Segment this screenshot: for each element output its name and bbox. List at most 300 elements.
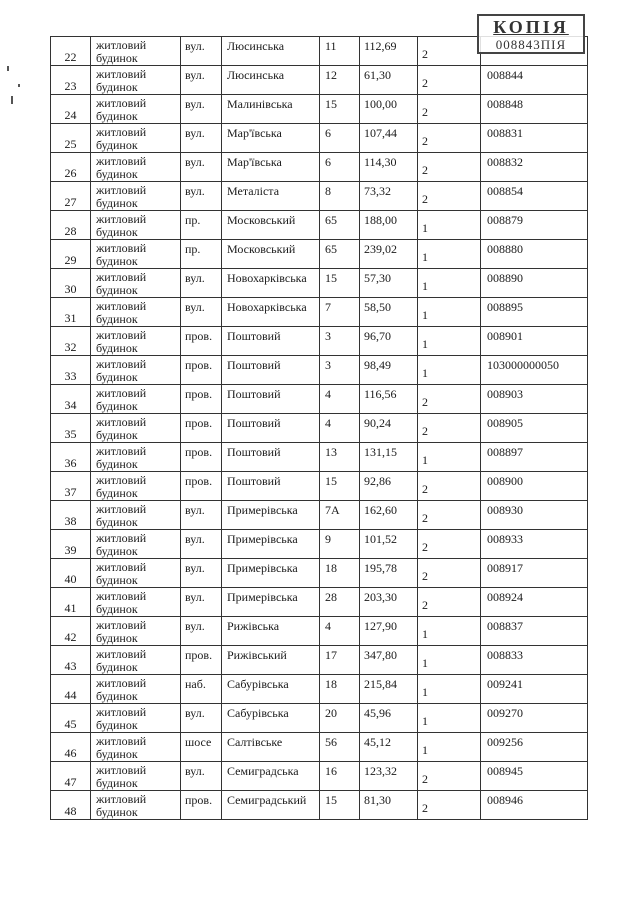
area-value: 347,80 xyxy=(364,648,397,662)
count-value-cell xyxy=(418,269,481,298)
count-value-cell xyxy=(418,472,481,501)
house-number-cell xyxy=(320,298,360,327)
count-value: 2 xyxy=(422,75,428,90)
inventory-code-cell xyxy=(481,124,588,153)
object-type-cell xyxy=(91,124,181,153)
area-value: 81,30 xyxy=(364,793,391,807)
area-value: 239,02 xyxy=(364,242,397,256)
table-row xyxy=(51,762,588,791)
count-value: 2 xyxy=(422,191,428,206)
street-prefix: пр. xyxy=(185,242,201,256)
area-value-cell xyxy=(360,95,418,124)
inventory-code-cell xyxy=(481,704,588,733)
street-prefix-cell xyxy=(181,182,222,211)
house-number-cell xyxy=(320,66,360,95)
house-number: 11 xyxy=(325,39,337,53)
house-number: 4 xyxy=(325,416,331,430)
object-type-cell xyxy=(91,153,181,182)
house-number-cell xyxy=(320,95,360,124)
count-value: 1 xyxy=(422,278,428,293)
row-number: 35 xyxy=(64,427,77,441)
house-number: 18 xyxy=(325,677,337,691)
row-number-cell xyxy=(51,153,91,182)
house-number: 7А xyxy=(325,503,340,517)
inventory-code: 008900 xyxy=(487,474,523,488)
object-type: житловий будинок xyxy=(96,386,147,413)
count-value-cell xyxy=(418,327,481,356)
area-value-cell xyxy=(360,414,418,443)
object-type-cell xyxy=(91,211,181,240)
row-number-cell xyxy=(51,240,91,269)
house-number: 6 xyxy=(325,126,331,140)
inventory-code-cell xyxy=(481,472,588,501)
house-number: 15 xyxy=(325,271,337,285)
house-number-cell xyxy=(320,501,360,530)
count-value: 2 xyxy=(422,46,428,61)
count-value: 1 xyxy=(422,626,428,641)
count-value: 1 xyxy=(422,655,428,670)
property-register-table xyxy=(50,36,588,820)
count-value-cell xyxy=(418,298,481,327)
house-number: 28 xyxy=(325,590,337,604)
house-number: 4 xyxy=(325,387,331,401)
count-value: 2 xyxy=(422,423,428,438)
street-prefix: вул. xyxy=(185,532,205,546)
street-name: Московський xyxy=(227,213,296,227)
table-row xyxy=(51,240,588,269)
inventory-code-cell xyxy=(481,443,588,472)
object-type-cell xyxy=(91,356,181,385)
house-number-cell xyxy=(320,269,360,298)
house-number: 65 xyxy=(325,213,337,227)
street-name-cell xyxy=(222,356,320,385)
row-number-cell xyxy=(51,37,91,66)
street-name: Малинівська xyxy=(227,97,293,111)
row-number-cell xyxy=(51,472,91,501)
street-prefix: вул. xyxy=(185,97,205,111)
house-number-cell xyxy=(320,240,360,269)
scan-mark xyxy=(7,66,9,71)
area-value-cell xyxy=(360,762,418,791)
street-prefix: пров. xyxy=(185,329,213,343)
row-number: 48 xyxy=(64,804,77,818)
street-prefix: вул. xyxy=(185,300,205,314)
inventory-code: 009270 xyxy=(487,706,523,720)
count-value: 2 xyxy=(422,800,428,815)
area-value-cell xyxy=(360,530,418,559)
area-value-cell xyxy=(360,182,418,211)
table-row xyxy=(51,211,588,240)
row-number: 30 xyxy=(64,282,77,296)
street-name-cell xyxy=(222,414,320,443)
area-value-cell xyxy=(360,37,418,66)
count-value-cell xyxy=(418,211,481,240)
street-name-cell xyxy=(222,704,320,733)
street-name-cell xyxy=(222,182,320,211)
street-name: Мар'ївська xyxy=(227,155,282,169)
object-type-cell xyxy=(91,240,181,269)
street-name: Рижівський xyxy=(227,648,287,662)
street-name-cell xyxy=(222,153,320,182)
street-name-cell xyxy=(222,298,320,327)
row-number: 44 xyxy=(64,688,77,702)
count-value: 2 xyxy=(422,104,428,119)
count-value: 1 xyxy=(422,713,428,728)
area-value: 61,30 xyxy=(364,68,391,82)
street-prefix: вул. xyxy=(185,184,205,198)
object-type-cell xyxy=(91,472,181,501)
area-value-cell xyxy=(360,153,418,182)
count-value: 2 xyxy=(422,539,428,554)
house-number: 15 xyxy=(325,793,337,807)
object-type: житловий будинок xyxy=(96,38,147,65)
count-value-cell xyxy=(418,356,481,385)
street-name: Люсинська xyxy=(227,68,285,82)
row-number: 31 xyxy=(64,311,77,325)
inventory-code: 008880 xyxy=(487,242,523,256)
inventory-code: 008933 xyxy=(487,532,523,546)
stamp-number: 008843ПІЯ xyxy=(495,37,567,52)
area-value: 162,60 xyxy=(364,503,397,517)
inventory-code-cell xyxy=(481,530,588,559)
inventory-code: 008831 xyxy=(487,126,523,140)
row-number: 38 xyxy=(64,514,77,528)
count-value: 1 xyxy=(422,249,428,264)
object-type: житловий будинок xyxy=(96,241,147,268)
street-name-cell xyxy=(222,791,320,820)
house-number: 12 xyxy=(325,68,337,82)
object-type-cell xyxy=(91,414,181,443)
row-number-cell xyxy=(51,733,91,762)
street-prefix: вул. xyxy=(185,764,205,778)
count-value-cell xyxy=(418,733,481,762)
area-value: 58,50 xyxy=(364,300,391,314)
table-row xyxy=(51,530,588,559)
house-number: 20 xyxy=(325,706,337,720)
count-value-cell xyxy=(418,646,481,675)
object-type-cell xyxy=(91,95,181,124)
row-number-cell xyxy=(51,298,91,327)
street-name-cell xyxy=(222,327,320,356)
street-name-cell xyxy=(222,95,320,124)
inventory-code-cell xyxy=(481,617,588,646)
row-number-cell xyxy=(51,791,91,820)
street-name: Семиградський xyxy=(227,793,307,807)
table-row xyxy=(51,385,588,414)
object-type-cell xyxy=(91,385,181,414)
object-type: житловий будинок xyxy=(96,792,147,819)
street-name-cell xyxy=(222,675,320,704)
house-number: 16 xyxy=(325,764,337,778)
count-value: 2 xyxy=(422,481,428,496)
street-prefix: вул. xyxy=(185,39,205,53)
area-value-cell xyxy=(360,646,418,675)
count-value-cell xyxy=(418,153,481,182)
street-name-cell xyxy=(222,443,320,472)
street-prefix-cell xyxy=(181,675,222,704)
count-value-cell xyxy=(418,704,481,733)
inventory-code: 008890 xyxy=(487,271,523,285)
count-value: 2 xyxy=(422,510,428,525)
object-type-cell xyxy=(91,733,181,762)
object-type: житловий будинок xyxy=(96,589,147,616)
area-value: 73,32 xyxy=(364,184,391,198)
count-value: 1 xyxy=(422,336,428,351)
street-prefix-cell xyxy=(181,646,222,675)
inventory-code: 008945 xyxy=(487,764,523,778)
house-number-cell xyxy=(320,153,360,182)
area-value: 195,78 xyxy=(364,561,397,575)
row-number-cell xyxy=(51,443,91,472)
inventory-code: 009241 xyxy=(487,677,523,691)
count-value: 1 xyxy=(422,742,428,757)
inventory-code: 008897 xyxy=(487,445,523,459)
house-number: 65 xyxy=(325,242,337,256)
street-name: Мар'ївська xyxy=(227,126,282,140)
street-prefix: вул. xyxy=(185,271,205,285)
object-type: житловий будинок xyxy=(96,705,147,732)
inventory-code: 008901 xyxy=(487,329,523,343)
house-number-cell xyxy=(320,733,360,762)
street-prefix-cell xyxy=(181,501,222,530)
area-value-cell xyxy=(360,559,418,588)
object-type-cell xyxy=(91,675,181,704)
row-number-cell xyxy=(51,211,91,240)
table-row xyxy=(51,182,588,211)
count-value: 1 xyxy=(422,684,428,699)
area-value-cell xyxy=(360,733,418,762)
object-type-cell xyxy=(91,443,181,472)
object-type: житловий будинок xyxy=(96,96,147,123)
street-name: Семиградська xyxy=(227,764,299,778)
area-value: 123,32 xyxy=(364,764,397,778)
inventory-code-cell xyxy=(481,269,588,298)
object-type: житловий будинок xyxy=(96,357,147,384)
area-value: 96,70 xyxy=(364,329,391,343)
street-name: Московський xyxy=(227,242,296,256)
street-name-cell xyxy=(222,559,320,588)
count-value: 2 xyxy=(422,597,428,612)
table-row xyxy=(51,95,588,124)
count-value: 1 xyxy=(422,452,428,467)
row-number-cell xyxy=(51,704,91,733)
inventory-code-cell xyxy=(481,153,588,182)
house-number-cell xyxy=(320,385,360,414)
row-number-cell xyxy=(51,269,91,298)
object-type-cell xyxy=(91,327,181,356)
object-type-cell xyxy=(91,501,181,530)
street-name: Люсинська xyxy=(227,39,285,53)
row-number-cell xyxy=(51,646,91,675)
count-value: 1 xyxy=(422,365,428,380)
street-prefix-cell xyxy=(181,356,222,385)
row-number: 23 xyxy=(64,79,77,93)
count-value-cell xyxy=(418,762,481,791)
row-number: 36 xyxy=(64,456,77,470)
object-type-cell xyxy=(91,646,181,675)
street-prefix: вул. xyxy=(185,706,205,720)
house-number-cell xyxy=(320,559,360,588)
street-prefix: пров. xyxy=(185,793,213,807)
copy-stamp xyxy=(477,14,585,54)
count-value-cell xyxy=(418,240,481,269)
street-prefix: шосе xyxy=(185,735,212,749)
count-value: 2 xyxy=(422,771,428,786)
count-value-cell xyxy=(418,675,481,704)
house-number: 8 xyxy=(325,184,331,198)
area-value: 188,00 xyxy=(364,213,397,227)
street-name-cell xyxy=(222,733,320,762)
object-type: житловий будинок xyxy=(96,67,147,94)
house-number-cell xyxy=(320,472,360,501)
inventory-code-cell xyxy=(481,298,588,327)
street-name: Рижівська xyxy=(227,619,280,633)
row-number-cell xyxy=(51,501,91,530)
table-row xyxy=(51,124,588,153)
street-prefix: пр. xyxy=(185,213,201,227)
area-value: 215,84 xyxy=(364,677,397,691)
object-type: житловий будинок xyxy=(96,647,147,674)
street-name: Поштовий xyxy=(227,445,281,459)
street-prefix-cell xyxy=(181,559,222,588)
inventory-code-cell xyxy=(481,414,588,443)
object-type: житловий будинок xyxy=(96,270,147,297)
object-type-cell xyxy=(91,530,181,559)
street-name: Поштовий xyxy=(227,416,281,430)
object-type-cell xyxy=(91,617,181,646)
street-name-cell xyxy=(222,211,320,240)
street-name-cell xyxy=(222,588,320,617)
area-value: 98,49 xyxy=(364,358,391,372)
object-type: житловий будинок xyxy=(96,125,147,152)
area-value-cell xyxy=(360,385,418,414)
count-value-cell xyxy=(418,385,481,414)
inventory-code: 008924 xyxy=(487,590,523,604)
row-number: 42 xyxy=(64,630,77,644)
row-number: 43 xyxy=(64,659,77,673)
street-prefix: пров. xyxy=(185,358,213,372)
house-number-cell xyxy=(320,675,360,704)
street-name-cell xyxy=(222,240,320,269)
house-number-cell xyxy=(320,414,360,443)
inventory-code-cell xyxy=(481,588,588,617)
house-number-cell xyxy=(320,588,360,617)
count-value: 1 xyxy=(422,307,428,322)
house-number-cell xyxy=(320,646,360,675)
row-number: 47 xyxy=(64,775,77,789)
street-prefix-cell xyxy=(181,95,222,124)
table-row xyxy=(51,646,588,675)
street-prefix: пров. xyxy=(185,416,213,430)
street-prefix: вул. xyxy=(185,68,205,82)
street-prefix-cell xyxy=(181,762,222,791)
street-prefix-cell xyxy=(181,385,222,414)
count-value-cell xyxy=(418,501,481,530)
table-row xyxy=(51,66,588,95)
area-value-cell xyxy=(360,704,418,733)
street-name-cell xyxy=(222,269,320,298)
stamp-title: КОПІЯ xyxy=(493,17,569,37)
house-number: 7 xyxy=(325,300,331,314)
street-name: Поштовий xyxy=(227,474,281,488)
street-name: Металіста xyxy=(227,184,280,198)
row-number-cell xyxy=(51,675,91,704)
street-name-cell xyxy=(222,530,320,559)
house-number: 15 xyxy=(325,97,337,111)
inventory-code: 008903 xyxy=(487,387,523,401)
inventory-code: 103000000050 xyxy=(487,358,559,372)
object-type: житловий будинок xyxy=(96,444,147,471)
area-value-cell xyxy=(360,443,418,472)
inventory-code-cell xyxy=(481,66,588,95)
area-value-cell xyxy=(360,588,418,617)
street-name: Сабурівська xyxy=(227,677,289,691)
inventory-code-cell xyxy=(481,385,588,414)
object-type-cell xyxy=(91,588,181,617)
count-value-cell xyxy=(418,530,481,559)
inventory-code-cell xyxy=(481,182,588,211)
inventory-code: 008854 xyxy=(487,184,523,198)
count-value-cell xyxy=(418,617,481,646)
street-name-cell xyxy=(222,124,320,153)
row-number: 24 xyxy=(64,108,77,122)
house-number: 56 xyxy=(325,735,337,749)
street-name-cell xyxy=(222,501,320,530)
object-type: житловий будинок xyxy=(96,763,147,790)
street-name: Примерівська xyxy=(227,561,298,575)
row-number: 46 xyxy=(64,746,77,760)
area-value: 45,12 xyxy=(364,735,391,749)
scan-mark xyxy=(11,96,13,104)
street-prefix: вул. xyxy=(185,126,205,140)
street-prefix-cell xyxy=(181,791,222,820)
inventory-code-cell xyxy=(481,646,588,675)
house-number: 9 xyxy=(325,532,331,546)
table-row xyxy=(51,356,588,385)
table-row xyxy=(51,733,588,762)
street-prefix: пров. xyxy=(185,474,213,488)
area-value: 127,90 xyxy=(364,619,397,633)
area-value-cell xyxy=(360,675,418,704)
count-value-cell xyxy=(418,37,481,66)
street-name-cell xyxy=(222,646,320,675)
street-prefix-cell xyxy=(181,472,222,501)
house-number: 15 xyxy=(325,474,337,488)
row-number: 37 xyxy=(64,485,77,499)
row-number-cell xyxy=(51,356,91,385)
object-type-cell xyxy=(91,269,181,298)
house-number-cell xyxy=(320,327,360,356)
house-number-cell xyxy=(320,37,360,66)
count-value: 2 xyxy=(422,133,428,148)
row-number-cell xyxy=(51,617,91,646)
table-row xyxy=(51,472,588,501)
row-number: 34 xyxy=(64,398,77,412)
row-number: 45 xyxy=(64,717,77,731)
object-type: житловий будинок xyxy=(96,183,147,210)
street-prefix-cell xyxy=(181,704,222,733)
count-value-cell xyxy=(418,414,481,443)
table-row xyxy=(51,298,588,327)
street-prefix-cell xyxy=(181,617,222,646)
count-value-cell xyxy=(418,66,481,95)
street-prefix: вул. xyxy=(185,590,205,604)
object-type-cell xyxy=(91,559,181,588)
count-value-cell xyxy=(418,791,481,820)
object-type: житловий будинок xyxy=(96,560,147,587)
street-prefix-cell xyxy=(181,530,222,559)
street-name: Новохарківська xyxy=(227,271,307,285)
